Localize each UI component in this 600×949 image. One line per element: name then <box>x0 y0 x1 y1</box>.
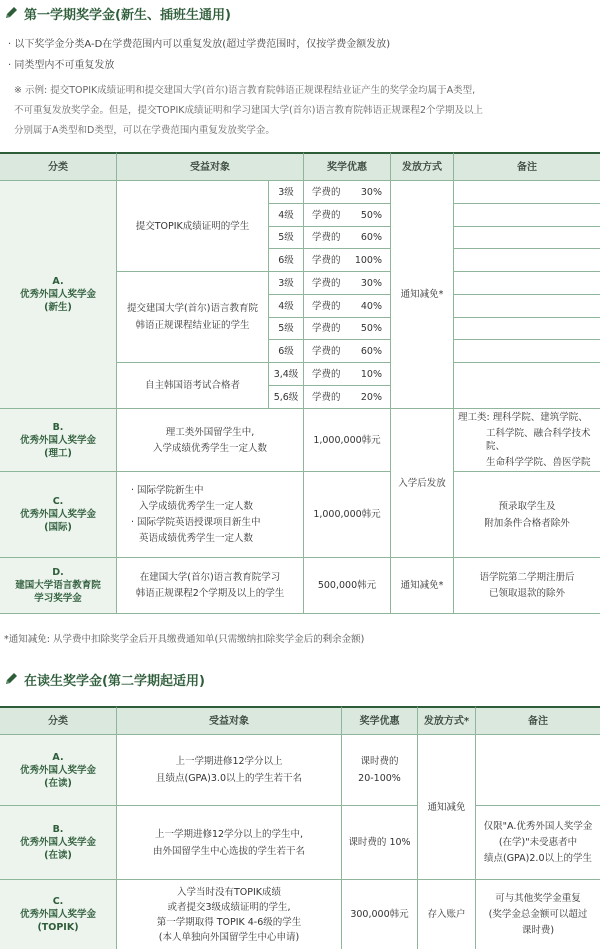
note-cell <box>476 735 600 806</box>
lang-target: 提交建国大学(首尔)语言教育院 韩语正规课程结业证的学生 <box>117 272 269 363</box>
method-after-entry: 入学后发放 <box>391 409 454 558</box>
note-line: · 同类型内不可重复发放 <box>8 60 115 71</box>
category-d-note: 语学院第二学期注册后 已领取退款的除外 <box>454 558 600 614</box>
category-b-science: B. 优秀外国人奖学金 (理工) <box>0 409 117 472</box>
row-c-note: 可与其他奖学金重复 (奖学金总金额可以超过 课时费) <box>488 893 588 936</box>
header-benefit: 奖学优惠 <box>304 152 391 181</box>
note-cell <box>454 204 600 227</box>
category-d-language: D. 建国大学语言教育院 学习奖学金 <box>0 558 117 614</box>
level-cell: 3级 <box>269 181 304 204</box>
method-notify: 通知减免 <box>418 735 476 880</box>
header-method: 发放方式* <box>418 706 476 735</box>
header-target: 受益对象 <box>117 706 342 735</box>
section2-title: 在读生奖学金(第二学期起适用) <box>4 668 205 690</box>
benefit-cell: 学费的 50% <box>304 318 391 340</box>
level-cell: 3,4级 <box>269 363 304 386</box>
header-method: 发放方式 <box>391 152 454 181</box>
category-b-amount: 1,000,000韩元 <box>304 409 391 472</box>
benefit-cell: 学费的 100% <box>304 249 391 272</box>
topik-target: 提交TOPIK成绩证明的学生 <box>117 181 269 272</box>
note-cell <box>454 227 600 249</box>
benefit-cell: 学费的 60% <box>304 227 391 249</box>
row-b-benefit: 课时费的 10% <box>342 806 418 880</box>
level-cell: 5,6级 <box>269 386 304 409</box>
row-c-target: 入学当时没有TOPIK成绩 或者提交3级成绩证明的学生, 第一学期取得 TOPIK 4-6级的学生 (本人单独向外国留学生中心申请) <box>117 880 342 949</box>
pencil-icon <box>4 6 18 20</box>
header-benefit: 奖学优惠 <box>342 706 418 735</box>
row-a-target: 上一学期进修12学分以上 且绩点(GPA)3.0以上的学生若干名 <box>117 735 342 806</box>
row-a-benefit: 课时费的 20-100% <box>342 735 418 806</box>
level-cell: 3级 <box>269 272 304 295</box>
level-cell: 4级 <box>269 295 304 318</box>
note-cell <box>454 272 600 295</box>
category-c-target: · 国际学院新生中 入学成绩优秀学生一定人数 · 国际学院英语授课项目新生中 英语成绩优秀学生一定人数 <box>117 472 304 558</box>
category-b-note: 理工类: 理科学院、建筑学院、 工科学院、融合科学技术院、 生命科学学院、兽医学院 <box>454 409 600 472</box>
note-cell <box>454 295 600 318</box>
header-category: 分类 <box>0 152 117 181</box>
row-c-method: 存入账户 <box>418 880 476 949</box>
scholarship-table-2 <box>0 706 600 949</box>
category-a-new: A. 优秀外国人奖学金 (新生) <box>0 181 117 409</box>
note-cell <box>454 249 600 272</box>
section1-title: 第一学期奖学金(新生、插班生通用) <box>4 2 231 24</box>
benefit-cell: 学费的 50% <box>304 204 391 227</box>
footnote: *通知减免: 从学费中扣除奖学金后开具缴费通知单(只需缴纳扣除奖学金后的剩余金额) <box>4 634 365 645</box>
level-cell: 5级 <box>269 227 304 249</box>
category-bc-note: 预录取学生及 附加条件合格者除外 <box>454 472 600 558</box>
benefit-cell: 学费的 10% <box>304 363 391 386</box>
example-line: ※ 示例: 提交TOPIK成绩证明和提交建国大学(首尔)语言教育院韩语正规课程结业证产生的奖学金均属于A类型, <box>14 85 476 96</box>
category-c-topik: C. 优秀外国人奖学金 (TOPIK) <box>0 880 117 949</box>
benefit-cell: 学费的 30% <box>304 181 391 204</box>
benefit-cell: 学费的 20% <box>304 386 391 409</box>
pencil-icon <box>4 672 18 686</box>
category-a-enrolled: A. 优秀外国人奖学金 (在读) <box>0 735 117 806</box>
category-b-target: 理工类外国留学生中, 入学成绩优秀学生一定人数 <box>117 409 304 472</box>
category-d-target: 在建国大学(首尔)语言教育院学习 韩语正规课程2个学期及以上的学生 <box>117 558 304 614</box>
header-note: 备注 <box>454 152 600 181</box>
note-cell <box>454 340 600 363</box>
method-notify: 通知减免* <box>391 181 454 409</box>
scholarship-table-1 <box>0 152 600 614</box>
self-exam-target: 自主韩国语考试合格者 <box>117 363 269 409</box>
category-c-international: C. 优秀外国人奖学金 (国际) <box>0 472 117 558</box>
benefit-cell: 学费的 40% <box>304 295 391 318</box>
category-d-method: 通知减免* <box>391 558 454 614</box>
note-cell <box>454 363 600 409</box>
category-b-enrolled: B. 优秀外国人奖学金 (在读) <box>0 806 117 880</box>
note-cell <box>454 181 600 204</box>
row-c-benefit: 300,000韩元 <box>342 880 418 949</box>
row-b-note: 仅限"A.优秀外国人奖学金 (在学)"未受惠者中 绩点(GPA)2.0以上的学生 <box>476 806 600 880</box>
header-category: 分类 <box>0 706 117 735</box>
benefit-cell: 学费的 30% <box>304 272 391 295</box>
level-cell: 6级 <box>269 249 304 272</box>
row-b-target: 上一学期进修12学分以上的学生中, 由外国留学生中心选拔的学生若干名 <box>117 806 342 880</box>
note-line: · 以下奖学金分类A-D在学费范围内可以重复发放(超过学费范围时，仅按学费金额发放) <box>8 39 391 50</box>
level-cell: 6级 <box>269 340 304 363</box>
note-cell <box>454 318 600 340</box>
example-line: 不可重复发放奖学金。但是，提交TOPIK成绩证明和学习建国大学(首尔)语言教育院韩语正规课程2个学期及以上 <box>14 105 483 116</box>
level-cell: 5级 <box>269 318 304 340</box>
example-line: 分别属于A类型和D类型，可以在学费范围内重复发放奖学金。 <box>14 125 275 136</box>
header-note: 备注 <box>476 706 600 735</box>
benefit-cell: 学费的 60% <box>304 340 391 363</box>
category-c-amount: 1,000,000韩元 <box>304 472 391 558</box>
level-cell: 4级 <box>269 204 304 227</box>
category-d-amount: 500,000韩元 <box>304 558 391 614</box>
header-target: 受益对象 <box>117 152 304 181</box>
